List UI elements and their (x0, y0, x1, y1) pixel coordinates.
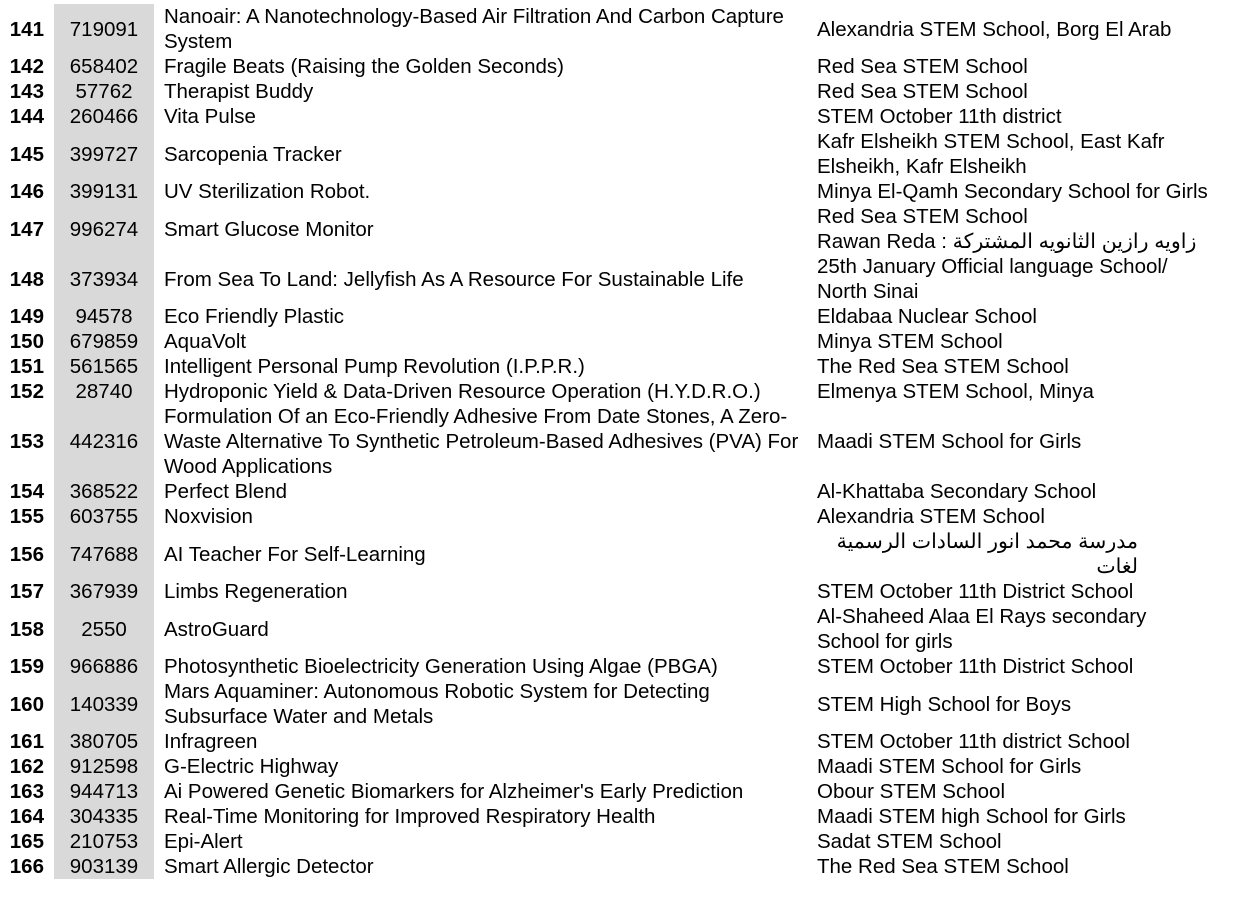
project-id: 658402 (54, 54, 154, 79)
project-id: 399727 (54, 129, 154, 179)
school-name: Red Sea STEM School (817, 55, 1028, 78)
project-title: Photosynthetic Bioelectricity Generation Using Algae (PBGA) (164, 655, 718, 678)
school-name: Alexandria STEM School (817, 505, 1045, 528)
table-row (0, 129, 1210, 179)
school-name: STEM October 11th district (817, 105, 1062, 128)
project-title: G-Electric Highway (164, 755, 339, 778)
row-number: 159 (9, 655, 44, 678)
project-id: 603755 (54, 504, 154, 529)
project-title: Ai Powered Genetic Biomarkers for Alzheimer's Early Prediction (164, 780, 744, 803)
table-row (0, 804, 1210, 829)
project-id: 373934 (54, 254, 154, 304)
project-id: 210753 (54, 829, 154, 854)
project-id: 28740 (54, 379, 154, 404)
project-id: 57762 (54, 79, 154, 104)
project-id: 903139 (54, 854, 154, 879)
row-number: 160 (9, 692, 44, 716)
table-row (0, 479, 1210, 504)
school-name: Al-Shaheed Alaa El Rays secondary School for girls (817, 605, 1147, 653)
school-name: Sadat STEM School (817, 830, 1002, 853)
school-name: Elmenya STEM School, Minya (817, 380, 1094, 403)
row-number: 152 (9, 380, 44, 403)
project-title: AstroGuard (164, 617, 269, 641)
row-number: 149 (9, 305, 44, 328)
table-row (0, 504, 1210, 529)
row-number: 161 (9, 730, 44, 753)
row-number: 154 (9, 480, 44, 503)
table-row (0, 754, 1210, 779)
project-id: 996274 (54, 204, 154, 254)
school-name: STEM October 11th district School (817, 730, 1130, 753)
school-name: Maadi STEM School for Girls (817, 430, 1082, 453)
school-name: STEM October 11th District School (817, 655, 1134, 678)
row-number: 166 (9, 855, 44, 878)
project-id: 966886 (54, 654, 154, 679)
table-row (0, 579, 1210, 604)
project-title: Therapist Buddy (164, 80, 314, 103)
row-number: 165 (9, 830, 44, 853)
school-name: Obour STEM School (817, 780, 1005, 803)
table-row (0, 354, 1210, 379)
row-number: 163 (9, 780, 44, 803)
row-number: 153 (9, 430, 44, 453)
project-id: 260466 (54, 104, 154, 129)
project-title: Perfect Blend (164, 480, 288, 503)
school-name-line-2: Rawan Reda : زاويه رازين الثانويه المشتركة (817, 230, 1197, 253)
project-id: 367939 (54, 579, 154, 604)
school-name: Maadi STEM high School for Girls (817, 805, 1126, 828)
project-id: 442316 (54, 404, 154, 479)
project-title: Formulation Of an Eco-Friendly Adhesive From Date Stones, A Zero-Waste Alternative To Synthetic Petroleum-Based Adhesives (PVA) For Wood Applications (164, 405, 799, 478)
project-id: 304335 (54, 804, 154, 829)
project-title: Limbs Regeneration (164, 580, 348, 603)
project-id: 380705 (54, 729, 154, 754)
school-name: Kafr Elsheikh STEM School, East Kafr Elsheikh, Kafr Elsheikh (817, 130, 1165, 178)
project-title: Nanoair: A Nanotechnology-Based Air Filtration And Carbon Capture System (164, 5, 784, 53)
table-row (0, 79, 1210, 104)
school-name: Maadi STEM School for Girls (817, 755, 1082, 778)
project-id: 719091 (54, 4, 154, 54)
school-name: Minya STEM School (817, 330, 1003, 353)
row-number: 148 (9, 267, 44, 291)
table-row (0, 729, 1210, 754)
project-title: Smart Glucose Monitor (164, 217, 374, 241)
school-name: Al-Khattaba Secondary School (817, 480, 1097, 503)
table-row (0, 304, 1210, 329)
project-title: Sarcopenia Tracker (164, 142, 342, 166)
row-number: 145 (9, 142, 44, 166)
school-name (807, 204, 1210, 254)
row-number: 143 (9, 80, 44, 103)
table-row (0, 204, 1210, 254)
school-name: STEM High School for Boys (817, 692, 1072, 716)
school-name: STEM October 11th District School (817, 580, 1134, 603)
school-name: Alexandria STEM School, Borg El Arab (817, 17, 1172, 41)
table-row (0, 104, 1210, 129)
school-name: Red Sea STEM School (817, 80, 1028, 103)
project-id: 94578 (54, 304, 154, 329)
table-row (0, 254, 1210, 304)
project-title: Infragreen (164, 730, 258, 753)
row-number: 146 (9, 180, 44, 203)
project-id: 399131 (54, 179, 154, 204)
table-row (0, 679, 1210, 729)
table-row (0, 329, 1210, 354)
row-number: 162 (9, 755, 44, 778)
project-title: Fragile Beats (Raising the Golden Seconds) (164, 55, 564, 78)
project-title: Hydroponic Yield & Data-Driven Resource Operation (H.Y.D.R.O.) (164, 380, 761, 403)
row-number: 147 (9, 217, 44, 241)
project-title: UV Sterilization Robot. (164, 180, 371, 203)
row-number: 164 (9, 805, 44, 828)
school-name: 25th January Official language School/ North Sinai (817, 255, 1168, 303)
row-number: 150 (9, 330, 44, 353)
table-row (0, 379, 1210, 404)
table-row (0, 4, 1210, 54)
table-row (0, 54, 1210, 79)
row-number: 156 (9, 542, 44, 566)
project-title: Mars Aquaminer: Autonomous Robotic System for Detecting Subsurface Water and Metals (164, 680, 710, 728)
project-title: Intelligent Personal Pump Revolution (I.P.P.R.) (164, 355, 585, 378)
row-number: 144 (9, 105, 44, 128)
project-id: 561565 (54, 354, 154, 379)
project-id: 140339 (54, 679, 154, 729)
project-title: AquaVolt (164, 330, 247, 353)
project-title: Noxvision (164, 505, 253, 528)
table-row (0, 829, 1210, 854)
project-id: 747688 (54, 529, 154, 579)
table-row (0, 854, 1210, 879)
project-title: From Sea To Land: Jellyfish As A Resource For Sustainable Life (164, 267, 744, 291)
project-id: 2550 (54, 604, 154, 654)
project-title: Eco Friendly Plastic (164, 305, 345, 328)
project-id: 912598 (54, 754, 154, 779)
row-number: 151 (9, 355, 44, 378)
row-number: 157 (9, 580, 44, 603)
table-row (0, 179, 1210, 204)
school-name: Eldabaa Nuclear School (817, 305, 1037, 328)
school-name: The Red Sea STEM School (817, 355, 1069, 378)
table-row (0, 529, 1210, 579)
row-number: 155 (9, 505, 44, 528)
row-number: 158 (9, 617, 44, 641)
school-name-line: Red Sea STEM School (817, 205, 1028, 228)
school-name: The Red Sea STEM School (817, 855, 1069, 878)
projects-table (0, 4, 1210, 879)
project-title: Vita Pulse (164, 105, 256, 128)
project-id: 368522 (54, 479, 154, 504)
project-id: 944713 (54, 779, 154, 804)
table-row (0, 404, 1210, 479)
project-id: 679859 (54, 329, 154, 354)
project-title: Smart Allergic Detector (164, 855, 374, 878)
table-row (0, 604, 1210, 654)
table-row (0, 654, 1210, 679)
table-row (0, 779, 1210, 804)
project-title: Real-Time Monitoring for Improved Respiratory Health (164, 805, 656, 828)
school-name: Minya El-Qamh Secondary School for Girls (817, 180, 1208, 203)
project-title: Epi-Alert (164, 830, 243, 853)
row-number: 141 (9, 17, 44, 41)
school-name: مدرسة محمد انور السادات الرسمية لغات (836, 530, 1138, 578)
row-number: 142 (9, 55, 44, 78)
project-title: AI Teacher For Self-Learning (164, 542, 426, 566)
